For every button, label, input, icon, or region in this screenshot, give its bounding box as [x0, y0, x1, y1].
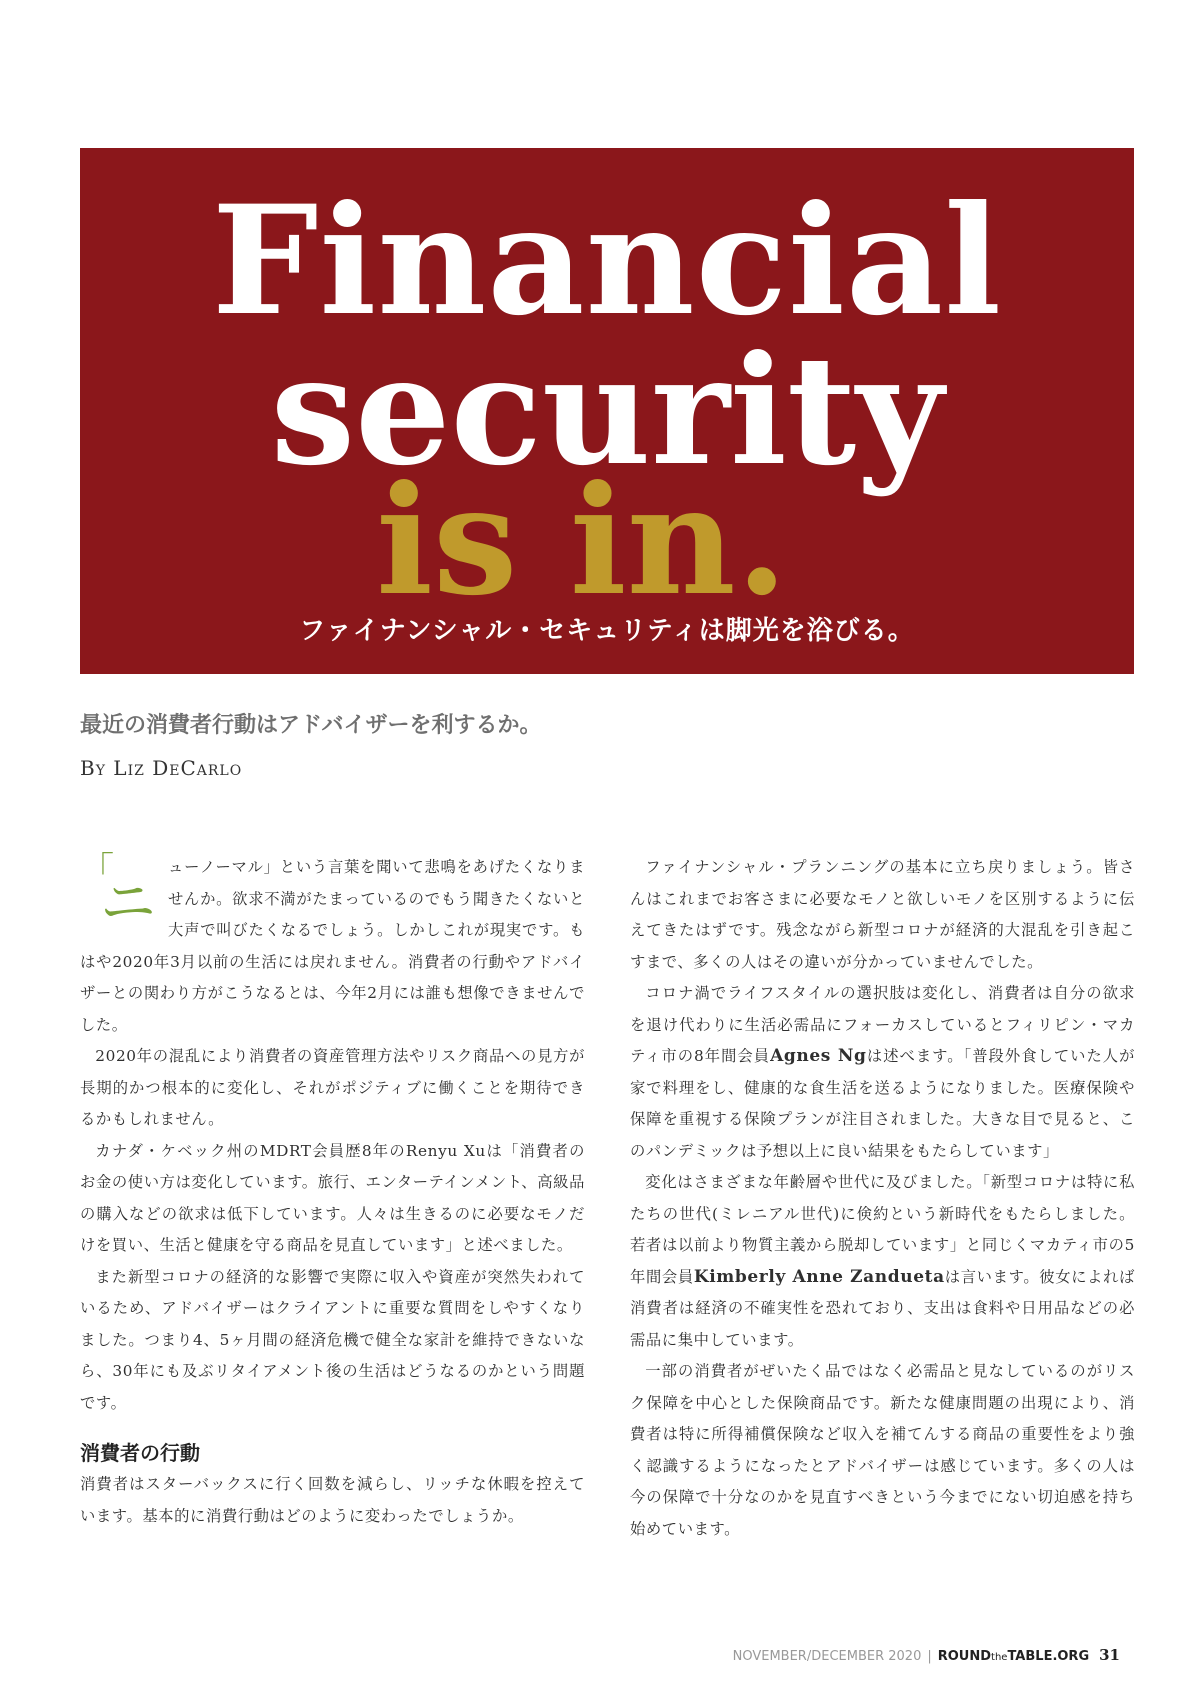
drop-cap-char: ニ [100, 871, 157, 936]
paragraph: ューノーマル」という言葉を聞いて悲鳴をあげたくなりませんか。欲求不満がたまっているのでもう聞きたくないと大声で叫びたくなるでしょう。しかしこれが現実です。もはや2020年3月以前の生活には戻れません。消費者の行動やアドバイザーとの関わり方がこうなるとは、今年2月には誰も想像できませんでした。 [80, 858, 585, 1034]
page-footer [733, 1646, 1120, 1664]
paragraph-text: コロナ渦でライフスタイルの選択肢は変化し、消費者は自分の欲求を退け代わりに生活必需品にフォーカスしているとフィリピン・マカティ市の8年間会員 [630, 984, 1135, 1065]
headline-line-3: is in. [376, 453, 788, 629]
page-number: 31 [1099, 1646, 1120, 1664]
site-name [938, 1649, 1089, 1664]
footer-separator: | [927, 1649, 932, 1664]
paragraph: また新型コロナの経済的な影響で実際に収入や資産が突然失われているため、アドバイザーはクライアントに重要な質問をしやすくなりました。つまり4、5ヶ月間の経済危機で健全な家計を維持できないなら、30年にも及ぶリタイアメント後の生活はどうなるのかという問題です。 [80, 1267, 585, 1412]
paragraph-text: は言います。彼女によれば消費者は経済の不確実性を恐れており、支出は食料や日用品などの必需品に集中しています。 [630, 1267, 1135, 1349]
title-banner [80, 148, 1134, 674]
headline-line-1: Financial [211, 173, 1003, 349]
headline-line-2: security [270, 323, 944, 499]
drop-cap-bracket: 「 [80, 850, 115, 890]
banner-subtitle: ファイナンシャル・セキュリティは脚光を浴びる。 [299, 616, 915, 646]
section-heading: 消費者の行動 [80, 1441, 200, 1465]
article-column-left [80, 852, 585, 1532]
paragraph-text: 変化はさまざまな年齢層や世代に及びました。「新型コロナは特に私たちの世代(ミレニアル世代)に倹約という新時代をもたらしました。若者は以前より物質主義から脱却しています」と同じくマカティ市の5年間会員 [630, 1173, 1135, 1286]
article-column-right [630, 852, 1135, 1545]
byline: By Liz DeCarlo [80, 756, 243, 780]
site-the: the [991, 1652, 1008, 1663]
person-name: Kimberly Anne Zandueta [693, 1266, 945, 1287]
site-round: ROUND [937, 1649, 992, 1664]
person-name: Agnes Ng [770, 1046, 867, 1066]
issue-date: NOVEMBER/DECEMBER 2020 [732, 1649, 922, 1664]
deck-text: 最近の消費者行動はアドバイザーを利するか。 [80, 713, 542, 738]
paragraph: 2020年の混乱により消費者の資産管理方法やリスク商品への見方が長期的かつ根本的に変化し、それがポジティブに働くことを期待できるかもしれません。 [80, 1047, 585, 1128]
paragraph: カナダ・ケベック州のMDRT会員歴8年のRenyu Xuは「消費者のお金の使い方は変化しています。旅行、エンターテインメント、高級品の購入などの欲求は低下しています。人々は生きるのに必要なモノだけを買い、生活と健康を守る商品を見直しています」と述べました。 [80, 1141, 585, 1254]
paragraph: ファイナンシャル・プランニングの基本に立ち戻りましょう。皆さんはこれまでお客さまに必要なモノと欲しいモノを区別するように伝えてきたはずです。残念ながら新型コロナが経済的大混乱を引き起こすまで、多くの人はその違いが分かっていませんでした。 [630, 858, 1135, 971]
site-table: TABLE.ORG [1007, 1649, 1090, 1664]
drop-cap [80, 850, 164, 942]
paragraph-text: は述べます。「普段外食していた人が家で料理をし、健康的な食生活を送るようになりました。医療保険や保障を重視する保険プランが注目されました。大きな目で見ると、このパンデミックは予想以上に良い結果をもたらしています」 [630, 1047, 1135, 1160]
paragraph: 一部の消費者がぜいたく品ではなく必需品と見なしているのがリスク保障を中心とした保険商品です。新たな健康問題の出現により、消費者は特に所得補償保険など収入を補てんする商品の重要性をより強く認識するようになったとアドバイザーは感じています。多くの人は今の保障で十分なのかを見直すべきという今までにない切迫感を持ち始めています。 [630, 1362, 1135, 1538]
paragraph [630, 978, 1135, 1167]
paragraph [630, 1167, 1135, 1356]
paragraph: 消費者はスターバックスに行く回数を減らし、リッチな休暇を控えています。基本的に消費行動はどのように変わったでしょうか。 [80, 1475, 585, 1525]
